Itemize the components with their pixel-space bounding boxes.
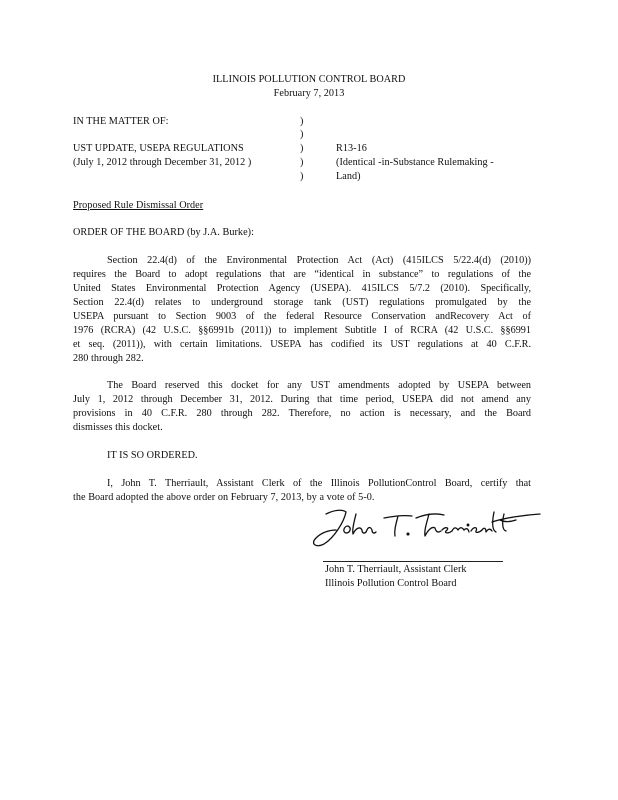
so-ordered: IT IS SO ORDERED. [107,450,198,461]
paragraph-line: requires the Board to adopt regulations that are “identical in substance” to regulations of the [73,269,531,280]
paragraph-line: et seq. (2011)), with certain limitations. USEPA has codified its UST regulations at 40 C.F.R. [73,339,531,350]
order-of-board-heading: ORDER OF THE BOARD (by J.A. Burke): [73,227,254,238]
order-date: February 7, 2013 [273,88,345,99]
paragraph-line: USEPA pursuant to Section 9003 of the federal Resource Conservation andRecovery Act of [73,311,531,322]
paragraph-line: Section 22.4(d) relates to underground storage tank (UST) regulations promulgated by the [73,297,531,308]
caption-title-line2: (July 1, 2012 through December 31, 2012 ) [73,157,252,168]
signer-organization: Illinois Pollution Control Board [325,578,457,589]
paragraph-line: Section 22.4(d) of the Environmental Protection Act (Act) (415ILCS 5/22.4(d) (2010)) [107,255,531,266]
caption-paren: ) [300,129,304,140]
paragraph-line: dismisses this docket. [73,422,163,433]
rulemaking-type-line2: Land) [336,171,361,182]
handwritten-signature [304,500,544,556]
paragraph-line: 280 through 282. [73,353,144,364]
caption-title-line1: UST UPDATE, USEPA REGULATIONS [73,143,244,154]
signature-line [323,561,503,562]
board-name: ILLINOIS POLLUTION CONTROL BOARD [212,74,406,85]
certification-line: I, John T. Therriault, Assistant Clerk of the Illinois PollutionControl Board, certify that [107,478,531,489]
caption-paren: ) [300,116,304,127]
in-the-matter: IN THE MATTER OF: [73,116,169,127]
proposed-rule-heading: Proposed Rule Dismissal Order [73,200,204,211]
paragraph-line: 1976 (RCRA) (42 U.S.C. §§6991b (2011)) to implement Subtitle I of RCRA (42 U.S.C. §§6991 [73,325,531,336]
caption-paren: ) [300,171,304,182]
paragraph-line: July 1, 2012 through December 31, 2012. During that time period, USEPA did not amend any [73,394,531,405]
signer-name: John T. Therriault, Assistant Clerk [325,564,467,575]
caption-paren: ) [300,157,304,168]
paragraph-line: United States Environmental Protection Agency (USEPA). 415ILCS 5/7.2 (2010). Specifically, [73,283,531,294]
docket-number: R13-16 [336,143,367,154]
paragraph-line: provisions in 40 C.F.R. 280 through 282. Therefore, no action is necessary, and the Board [73,408,531,419]
caption-paren: ) [300,143,304,154]
paragraph-line: The Board reserved this docket for any UST amendments adopted by USEPA between [107,380,531,391]
rulemaking-type-line1: (Identical -in-Substance Rulemaking - [336,157,494,168]
certification-line: the Board adopted the above order on February 7, 2013, by a vote of 5-0. [73,492,375,503]
